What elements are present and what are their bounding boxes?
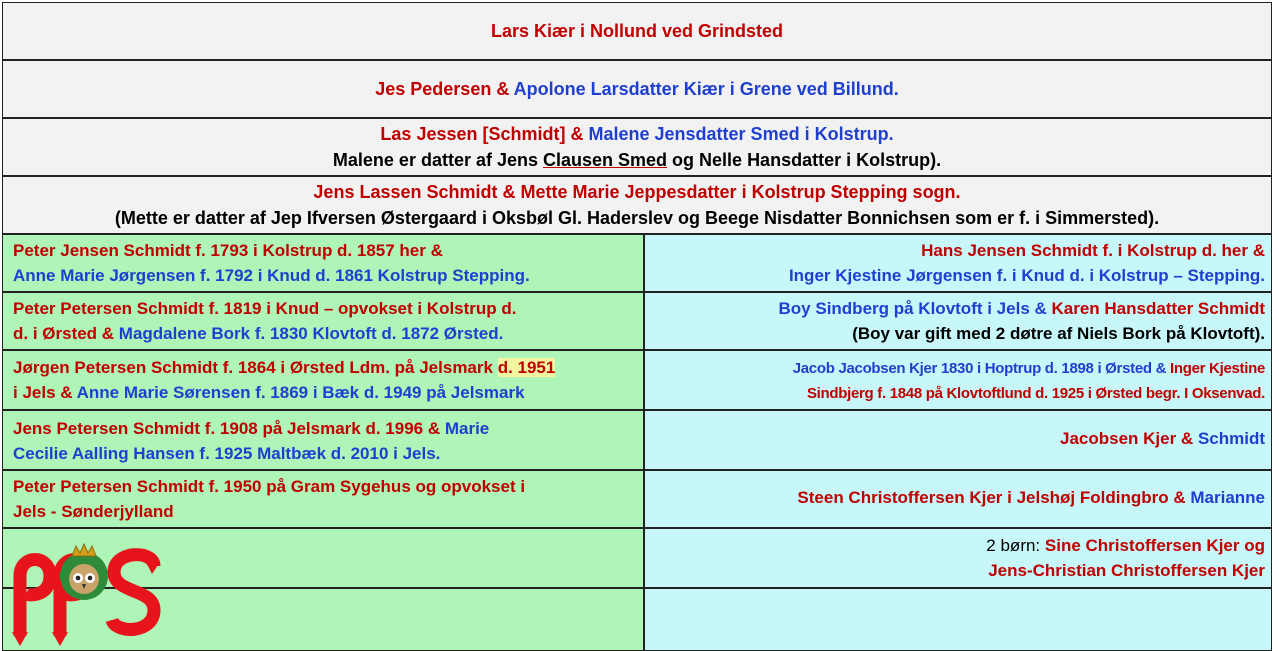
right-cell-2-line-1b: Karen Hansdatter Schmidt: [1051, 299, 1265, 318]
pps-logo: [12, 536, 162, 648]
ancestor-1: Lars Kiær i Nollund ved Grindsted: [490, 21, 784, 41]
right-cell-3-line-1a: Jacob Jacobsen Kjer 1830 i Hoptrup d. 1898 i Ørsted &: [792, 360, 1170, 377]
right-cell-1: [644, 234, 1272, 292]
ancestor-3-male: Las Jessen [Schmidt] &: [380, 124, 589, 144]
right-cell-2: [644, 292, 1272, 350]
left-cell-3-line-1b: d. 1951: [497, 358, 556, 377]
right-cell-6: [644, 528, 1272, 588]
right-cell-5-a: Steen Christoffersen Kjer i Jelshøj Foldingbro &: [797, 488, 1191, 507]
right-cell-1-line-1: Hans Jensen Schmidt f. i Kolstrup d. her &: [921, 241, 1265, 260]
left-cell-1-line-2: Anne Marie Jørgensen f. 1792 i Knud d. 1861 Kolstrup Stepping.: [13, 266, 530, 285]
right-cell-7: [644, 588, 1272, 651]
left-cell-2-line-2b: Magdalene Bork f. 1830 Klovtoft d. 1872 Ørsted.: [118, 324, 504, 343]
ancestor-3-female: Malene Jensdatter Smed i Kolstrup.: [588, 124, 894, 144]
left-cell-4: [2, 410, 644, 470]
left-cell-3-line-1a: Jørgen Petersen Schmidt f. 1864 i Ørsted Ldm. på Jelsmark: [13, 358, 498, 377]
left-cell-1: [2, 234, 644, 292]
right-cell-4-b: Schmidt: [1197, 429, 1265, 448]
right-cell-1-line-2: Inger Kjestine Jørgensen f. i Knud d. i Kolstrup – Stepping.: [788, 266, 1265, 285]
left-cell-5: [2, 470, 644, 528]
right-cell-6-line-1a: 2 børn:: [986, 536, 1045, 555]
left-cell-2: [2, 292, 644, 350]
right-cell-5-b: Marianne: [1190, 488, 1265, 507]
right-cell-6-line-2: Jens-Christian Christoffersen Kjer: [988, 561, 1265, 580]
left-cell-4-line-1a: Jens Petersen Schmidt f. 1908 på Jelsmark d. 1996 &: [13, 419, 445, 438]
right-cell-4-a: Jacobsen Kjer &: [1059, 429, 1198, 448]
right-cell-3: [644, 350, 1272, 410]
header-row-4: [2, 176, 1272, 234]
left-cell-4-line-2: Cecilie Aalling Hansen f. 1925 Maltbæk d. 2010 i Jels.: [13, 444, 441, 463]
left-cell-2-line-1: Peter Petersen Schmidt f. 1819 i Knud – opvokset i Kolstrup d.: [13, 299, 517, 318]
ancestor-4-couple: Jens Lassen Schmidt & Mette Marie Jeppesdatter i Kolstrup Stepping sogn.: [313, 182, 961, 202]
header-row-1: [2, 2, 1272, 60]
left-cell-4-line-1b: Marie: [444, 419, 490, 438]
ancestor-4-note: (Mette er datter af Jep Ifversen Østergaard i Oksbøl Gl. Haderslev og Beege Nisdatter Bonnichsen som er f. i Simmersted).: [114, 208, 1160, 228]
left-cell-2-line-2a: d. i Ørsted &: [13, 324, 119, 343]
left-cell-5-line-1: Peter Petersen Schmidt f. 1950 på Gram Sygehus og opvokset i: [13, 477, 526, 496]
left-cell-1-line-1: Peter Jensen Schmidt f. 1793 i Kolstrup d. 1857 her &: [13, 241, 443, 260]
right-cell-2-line-1a: Boy Sindberg på Klovtoft i Jels &: [778, 299, 1052, 318]
ancestor-2-female: Apolone Larsdatter Kiær i Grene ved Billund.: [513, 79, 899, 99]
ancestor-3-note-3: og Nelle Hansdatter i Kolstrup).: [667, 150, 942, 170]
header-row-2: [2, 60, 1272, 118]
ancestor-3-note-1: Malene er datter af Jens: [332, 150, 543, 170]
right-cell-3-line-1b: Inger Kjestine: [1170, 360, 1265, 377]
ancestor-3-note-2: Clausen Smed: [543, 150, 668, 170]
right-cell-6-line-1b: Sine Christoffersen Kjer og: [1044, 536, 1265, 555]
right-cell-5: [644, 470, 1272, 528]
right-cell-4: [644, 410, 1272, 470]
left-cell-3-line-2a: i Jels &: [13, 383, 77, 402]
right-cell-2-line-2: (Boy var gift med 2 døtre af Niels Bork på Klovtoft).: [852, 324, 1265, 343]
left-cell-5-line-2: Jels - Sønderjylland: [13, 502, 174, 521]
header-row-3: [2, 118, 1272, 176]
ancestor-2-male: Jes Pedersen &: [375, 79, 514, 99]
left-cell-3: [2, 350, 644, 410]
right-cell-3-line-2: Sindbjerg f. 1848 på Klovtoftlund d. 1925 i Ørsted begr. I Oksenvad.: [806, 385, 1265, 402]
left-cell-3-line-2b: Anne Marie Sørensen f. 1869 i Bæk d. 1949 på Jelsmark: [76, 383, 525, 402]
